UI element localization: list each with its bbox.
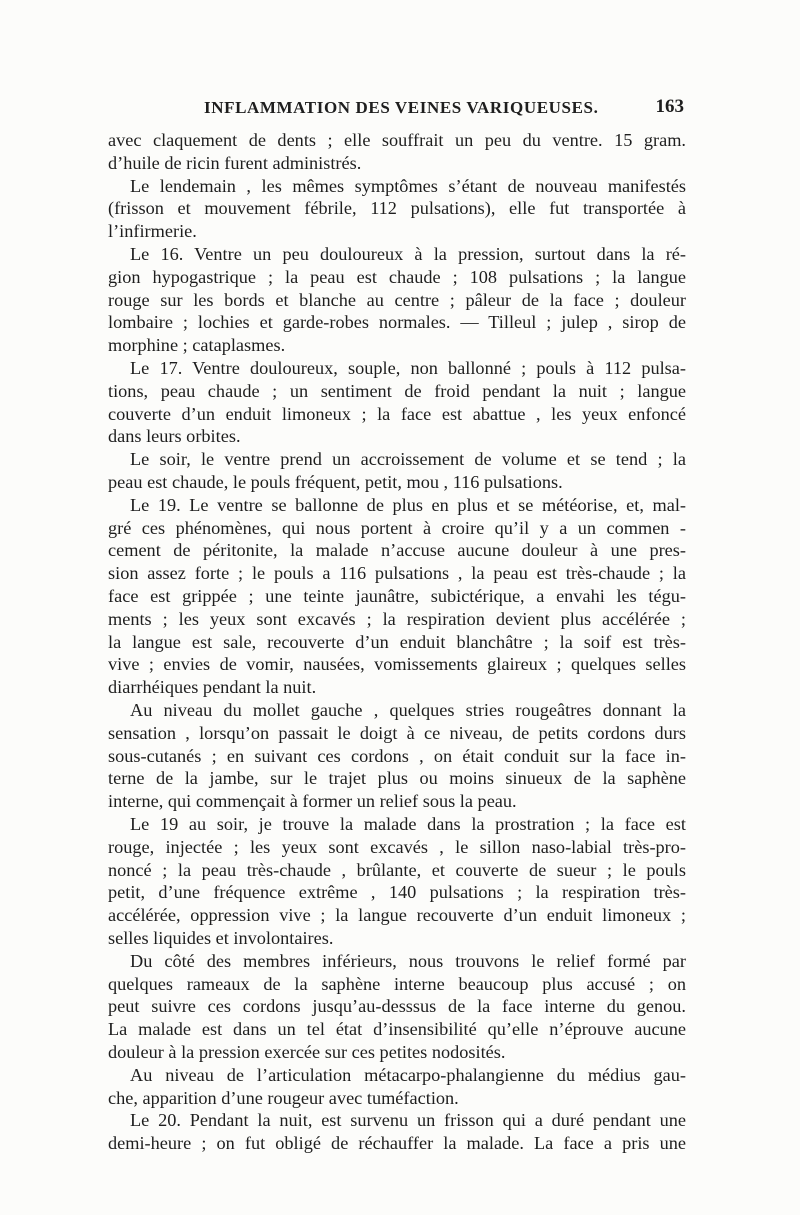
page-header (108, 98, 686, 124)
text-line: diarrhéiques pendant la nuit. (108, 677, 317, 698)
text-line: dans leurs orbites. (108, 426, 241, 447)
text-line: quelques rameaux de la saphène interne beaucoup plus accusé ; on (108, 973, 686, 994)
text-line: che, apparition d’une rougeur avec tuméfaction. (108, 1087, 459, 1108)
text-line: terne de la jambe, sur le trajet plus ou moins sinueux de la saphène (108, 768, 686, 789)
text-line: d’huile de ricin furent administrés. (108, 152, 362, 173)
text-line: douleur à la pression exercée sur ces petites nodosités. (108, 1042, 506, 1062)
text-line: rouge, injectée ; les yeux sont excavés , le sillon naso-labial très-pro- (108, 836, 686, 857)
running-title: INFLAMMATION DES VEINES VARIQUEUSES. (204, 98, 599, 117)
text-line: interne, qui commençait à former un relief sous la peau. (108, 791, 517, 812)
text-line: La malade est dans un tel état d’insensibilité qu’elle n’éprouve aucune (108, 1019, 686, 1040)
text-line: Le soir, le ventre prend un accroissement de volume et se tend ; la (130, 449, 686, 470)
text-line: peau est chaude, le pouls fréquent, petit, mou , 116 pulsations. (108, 472, 563, 492)
text-line: gré ces phénomènes, qui nous portent à croire qu’il y a un commen - (108, 517, 686, 538)
text-line: Au niveau du mollet gauche , quelques stries rougeâtres donnant la (130, 700, 686, 720)
text-line: couverte d’un enduit limoneux ; la face est abattue , les yeux enfoncé (108, 403, 686, 424)
text-line: cement de péritonite, la malade n’accuse aucune douleur à une pres- (108, 540, 686, 561)
text-line: face est grippée ; une teinte jaunâtre, subictérique, a envahi les tégu- (108, 586, 686, 606)
text-line: vive ; envies de vomir, nausées, vomissements glaireux ; quelques selles (108, 654, 686, 675)
text-line: Le lendemain , les mêmes symptômes s’étant de nouveau manifestés (130, 175, 686, 196)
text-line: Au niveau de l’articulation métacarpo-phalangienne du médius gau- (130, 1064, 686, 1085)
text-line: Le 17. Ventre douloureux, souple, non ballonné ; pouls à 112 pulsa- (130, 358, 686, 378)
text-line: rouge sur les bords et blanche au centre ; pâleur de la face ; douleur (108, 289, 686, 310)
text-line: sous-cutanés ; en suivant ces cordons , on était conduit sur la face in- (108, 745, 686, 766)
text-line: ments ; les yeux sont excavés ; la respiration devient plus accélérée ; (108, 608, 686, 629)
text-line: sensation , lorsqu’on passait le doigt à ce niveau, de petits cordons durs (108, 722, 686, 743)
text-line: gion hypogastrique ; la peau est chaude ; 108 pulsations ; la langue (108, 266, 686, 287)
text-line: selles liquides et involontaires. (108, 928, 334, 948)
text-line: Du côté des membres inférieurs, nous trouvons le relief formé par (130, 950, 686, 971)
text-line: petit, d’une fréquence extrême , 140 pulsations ; la respiration très- (108, 882, 686, 903)
text-line: peut suivre ces cordons jusqu’au-desssus de la face interne du genou. (108, 996, 686, 1017)
text-line: accélérée, oppression vive ; la langue recouverte d’un enduit limoneux ; (108, 905, 686, 926)
text-line: Le 20. Pendant la nuit, est survenu un frisson qui a duré pendant une (130, 1110, 686, 1131)
text-line: Le 16. Ventre un peu douloureux à la pression, surtout dans la ré- (130, 244, 686, 264)
text-line: avec claquement de dents ; elle souffrait un peu du ventre. 15 gram. (108, 130, 686, 150)
body-text (108, 128, 686, 1158)
text-line: sion assez forte ; le pouls a 116 pulsations , la peau est très-chaude ; la (108, 563, 686, 584)
page-number: 163 (655, 96, 684, 117)
text-line: lombaire ; lochies et garde-robes normales. — Tilleul ; julep , sirop de (108, 312, 686, 333)
text-line: noncé ; la peau très-chaude , brûlante, et couverte de sueur ; le pouls (108, 859, 686, 880)
text-line: morphine ; cataplasmes. (108, 335, 286, 356)
text-line: demi-heure ; on fut obligé de réchauffer la malade. La face a pris une (108, 1133, 686, 1154)
text-line: la langue est sale, recouverte d’un enduit blanchâtre ; la soif est très- (108, 631, 686, 652)
text-line: Le 19 au soir, je trouve la malade dans la prostration ; la face est (130, 814, 686, 834)
text-line: (frisson et mouvement fébrile, 112 pulsations), elle fut transportée à (108, 198, 686, 219)
text-line: l’infirmerie. (108, 221, 197, 242)
text-line: tions, peau chaude ; un sentiment de froid pendant la nuit ; langue (108, 380, 686, 401)
text-line: Le 19. Le ventre se ballonne de plus en plus et se météorise, et, mal- (130, 494, 686, 515)
